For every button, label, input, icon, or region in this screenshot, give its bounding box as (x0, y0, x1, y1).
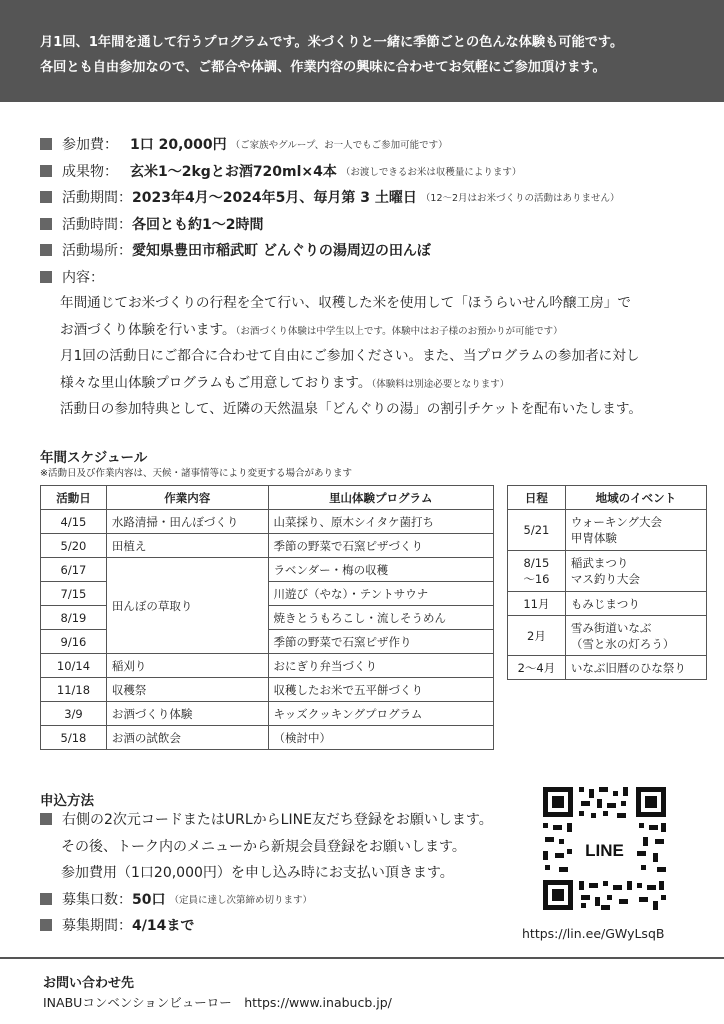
content-row (40, 264, 690, 291)
table-row: 8/15 ～16 稲武まつり マス釣り大会 (508, 551, 707, 592)
content-label: 内容： (62, 269, 104, 286)
table-row: 5/18 お酒の試飲会 （検討中） (41, 726, 494, 750)
product-row (40, 158, 690, 185)
content-line-1: 年間通じてお米づくりの行程を全て行い、収穫した米を使用して「ほうらいせん吟醸工房」で (60, 295, 631, 311)
bullet-square-icon (40, 919, 52, 931)
contact-body: INABUコンベンションビューロー https://www.inabucb.jp/ (43, 995, 392, 1010)
fee-row (40, 131, 690, 158)
events-table (507, 485, 707, 680)
product-label: 成果物： (62, 163, 118, 180)
table-row: 2～4月 いなぶ旧暦のひな祭り (508, 656, 707, 680)
content-line-2: お酒づくり体験を行います。（お酒づくり体験は中学生以上です。体験中はお子様のお預かりが可能です） (60, 321, 563, 338)
apply-title: 申込方法 (40, 793, 94, 809)
table-row: 10/14 稲刈り おにぎり弁当づくり (41, 654, 494, 678)
period-note: （12～2月はお米づくりの活動はありません） (420, 193, 620, 205)
fee-value: 1口 20,000円 (130, 137, 227, 154)
product-value: 玄米1～2kgとお酒720ml×4本 (130, 163, 337, 180)
line-qr-code[interactable] (541, 785, 668, 912)
program-info (40, 131, 690, 423)
content-body (40, 290, 690, 423)
bullet-square-icon (40, 244, 52, 256)
schedule-title: 年間スケジュール (40, 450, 148, 466)
contact-title: お問い合わせ先 (43, 976, 135, 991)
table-row: 6/17 田んぼの草取り ラベンダー・梅の収穫 (41, 558, 494, 582)
table-row: 9/16 季節の野菜で石窯ピザ作り (41, 630, 494, 654)
table-row: 7/15 川遊び（やな）・テントサウナ (41, 582, 494, 606)
content-line-5: 活動日の参加特典として、近隣の天然温泉「どんぐりの湯」の割引チケットを配布いたします。 (60, 401, 642, 417)
line-url-link[interactable]: https://lin.ee/GWyLsqB (522, 926, 665, 941)
header-event-name: 地域のイベント (565, 486, 706, 510)
intro-line-1: 月1回、1年間を通して行うプログラムです。米づくりと一緒に季節ごとの色んな体験も可能です。 (40, 35, 624, 50)
fee-label: 参加費： (62, 137, 118, 154)
schedule-note: ※活動日及び作業内容は、天候・諸事情等により変更する場合があります (40, 468, 352, 479)
bullet-square-icon (40, 191, 52, 203)
place-row (40, 237, 690, 264)
bullet-square-icon (40, 138, 52, 150)
header-work: 作業内容 (106, 486, 268, 510)
apply-line-3: 参加費用（1口20,000円）を申し込み時にお支払い頂きます。 (61, 865, 454, 882)
period-value: 2023年4月～2024年5月、毎月第 3 土曜日 (132, 190, 417, 207)
apply-count-row: 募集口数： 50口 （定員に達し次第締め切ります） (40, 886, 520, 913)
table-row: 8/19 焼きとうもろこし・流しそうめん (41, 606, 494, 630)
apply-line-2: その後、トーク内のメニューから新規会員登録をお願いします。 (61, 838, 466, 855)
header-program: 里山体験プログラム (268, 486, 493, 510)
time-row (40, 211, 690, 238)
place-label: 活動場所： (62, 243, 132, 260)
bullet-square-icon (40, 271, 52, 283)
schedule-header-row (41, 486, 494, 510)
period-label: 活動期間： (62, 190, 132, 207)
fee-note: （ご家族やグループ、お一人でもご参加可能です） (230, 140, 448, 152)
footer-divider (0, 957, 724, 959)
place-value: 愛知県豊田市稲武町 どんぐりの湯周辺の田んぼ (132, 243, 431, 260)
table-row: 5/20 田植え 季節の野菜で石窯ピザづくり (41, 534, 494, 558)
qr-line-label: LINE (585, 841, 624, 860)
period-row (40, 184, 690, 211)
apply-deadline-row: 募集期間： 4/14まで (40, 912, 520, 939)
product-note: （お渡しできるお米は収穫量によります） (340, 166, 522, 178)
intro-line-2: 各回とも自由参加なので、ご都合や体調、作業内容の興味に合わせてお気軽にご参加頂けます。 (40, 60, 606, 75)
time-value: 各回とも約1～2時間 (132, 216, 264, 233)
header-event-date: 日程 (508, 486, 566, 510)
events-header-row (508, 486, 707, 510)
content-line-3: 月1回の活動日にご都合に合わせて自由にご参加ください。また、当プログラムの参加者に対し (60, 348, 640, 364)
table-row: 2月 雪み街道いなぶ （雪と氷の灯ろう） (508, 616, 707, 656)
table-row: 4/15 水路清掃・田んぼづくり 山菜採り、原木シイタケ菌打ち (41, 510, 494, 534)
header-date: 活動日 (41, 486, 107, 510)
bullet-square-icon (40, 165, 52, 177)
time-label: 活動時間： (62, 216, 132, 233)
bullet-square-icon (40, 813, 52, 825)
table-row: 5/21 ウォーキング大会 甲冑体験 (508, 510, 707, 551)
table-row: 3/9 お酒づくり体験 キッズクッキングプログラム (41, 702, 494, 726)
bullet-square-icon (40, 218, 52, 230)
apply-section (40, 806, 520, 939)
content-line-4: 様々な里山体験プログラムもご用意しております。（体験料は別途必要となります） (60, 374, 510, 391)
schedule-table (40, 485, 494, 750)
bullet-square-icon (40, 893, 52, 905)
intro-banner (0, 0, 724, 102)
apply-line-1: 右側の2次元コードまたはURLからLINE友だち登録をお願いします。 (40, 806, 520, 833)
table-row: 11月 もみじまつり (508, 592, 707, 616)
table-row: 11/18 収穫祭 収穫したお米で五平餅づくり (41, 678, 494, 702)
